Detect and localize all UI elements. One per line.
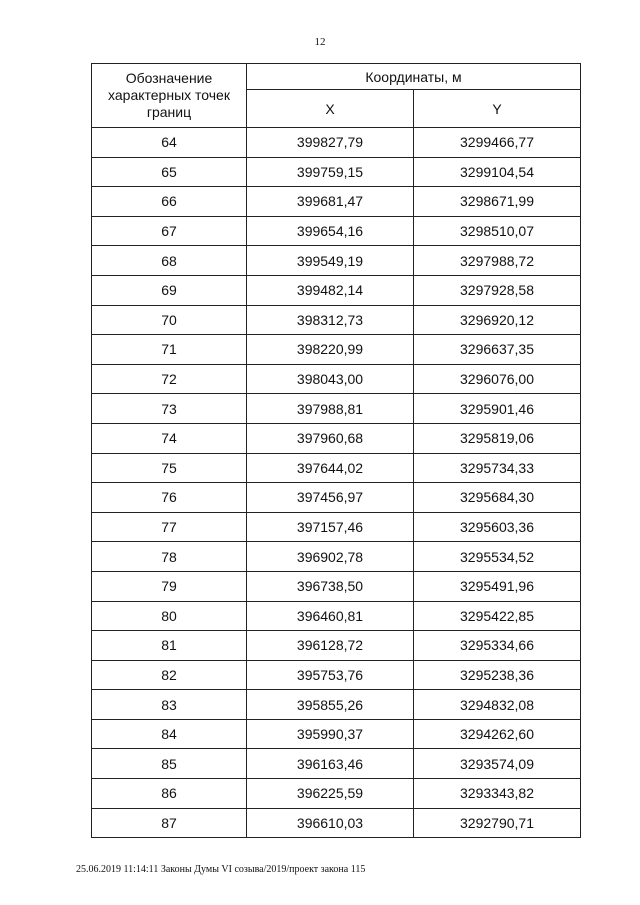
x-coordinate-cell: 398312,73 bbox=[247, 305, 414, 335]
table-row bbox=[92, 423, 581, 453]
table-row bbox=[92, 157, 581, 187]
table-row bbox=[92, 512, 581, 542]
table-row bbox=[92, 216, 581, 246]
point-cell: 86 bbox=[92, 779, 247, 809]
x-coordinate-cell: 399681,47 bbox=[247, 187, 414, 217]
point-cell: 75 bbox=[92, 453, 247, 483]
y-coordinate-cell: 3295684,30 bbox=[414, 483, 581, 513]
y-coordinate-cell: 3295734,33 bbox=[414, 453, 581, 483]
point-cell: 79 bbox=[92, 571, 247, 601]
x-coordinate-cell: 396225,59 bbox=[247, 779, 414, 809]
y-coordinate-cell: 3292790,71 bbox=[414, 808, 581, 838]
y-coordinate-cell: 3294832,08 bbox=[414, 690, 581, 720]
y-coordinate-cell: 3295334,66 bbox=[414, 631, 581, 661]
table-row bbox=[92, 779, 581, 809]
point-cell: 78 bbox=[92, 542, 247, 572]
y-coordinate-cell: 3297988,72 bbox=[414, 246, 581, 276]
x-coordinate-cell: 397644,02 bbox=[247, 453, 414, 483]
y-coordinate-cell: 3298671,99 bbox=[414, 187, 581, 217]
x-coordinate-cell: 399482,14 bbox=[247, 275, 414, 305]
table-row bbox=[92, 187, 581, 217]
x-coordinate-cell: 397960,68 bbox=[247, 423, 414, 453]
x-coordinate-cell: 395855,26 bbox=[247, 690, 414, 720]
table-row bbox=[92, 483, 581, 513]
table-row bbox=[92, 749, 581, 779]
table-row bbox=[92, 808, 581, 838]
point-cell: 81 bbox=[92, 631, 247, 661]
x-coordinate-cell: 397456,97 bbox=[247, 483, 414, 513]
point-designation-header: Обозначение характерных точек границ bbox=[92, 64, 247, 128]
y-coordinate-cell: 3296920,12 bbox=[414, 305, 581, 335]
table-row bbox=[92, 394, 581, 424]
document-footer: 25.06.2019 11:14:11 Законы Думы VI созыва/2019/проект закона 115 bbox=[76, 864, 366, 875]
x-coordinate-cell: 396128,72 bbox=[247, 631, 414, 661]
x-coordinate-cell: 399549,19 bbox=[247, 246, 414, 276]
table-row bbox=[92, 128, 581, 158]
x-coordinate-cell: 398043,00 bbox=[247, 364, 414, 394]
table-row bbox=[92, 719, 581, 749]
y-coordinate-cell: 3295491,96 bbox=[414, 571, 581, 601]
table-row bbox=[92, 453, 581, 483]
point-cell: 64 bbox=[92, 128, 247, 158]
y-coordinate-cell: 3295901,46 bbox=[414, 394, 581, 424]
table-row bbox=[92, 246, 581, 276]
x-coordinate-cell: 399827,79 bbox=[247, 128, 414, 158]
table-row bbox=[92, 571, 581, 601]
point-cell: 70 bbox=[92, 305, 247, 335]
point-cell: 68 bbox=[92, 246, 247, 276]
x-coordinate-cell: 396738,50 bbox=[247, 571, 414, 601]
point-cell: 74 bbox=[92, 423, 247, 453]
table-row bbox=[92, 601, 581, 631]
y-coordinate-cell: 3295534,52 bbox=[414, 542, 581, 572]
table-row bbox=[92, 275, 581, 305]
y-coordinate-cell: 3293574,09 bbox=[414, 749, 581, 779]
point-cell: 73 bbox=[92, 394, 247, 424]
table-row bbox=[92, 542, 581, 572]
y-coordinate-cell: 3295819,06 bbox=[414, 423, 581, 453]
table-row bbox=[92, 690, 581, 720]
page-number: 12 bbox=[314, 36, 326, 48]
coordinates-header: Координаты, м bbox=[247, 64, 581, 90]
x-coordinate-cell: 395990,37 bbox=[247, 719, 414, 749]
x-coordinate-cell: 396610,03 bbox=[247, 808, 414, 838]
y-coordinate-cell: 3295238,36 bbox=[414, 660, 581, 690]
point-cell: 76 bbox=[92, 483, 247, 513]
y-coordinate-cell: 3299104,54 bbox=[414, 157, 581, 187]
point-cell: 84 bbox=[92, 719, 247, 749]
x-coordinate-cell: 399759,15 bbox=[247, 157, 414, 187]
y-coordinate-cell: 3298510,07 bbox=[414, 216, 581, 246]
y-coordinate-cell: 3295603,36 bbox=[414, 512, 581, 542]
point-cell: 72 bbox=[92, 364, 247, 394]
point-cell: 67 bbox=[92, 216, 247, 246]
x-coordinate-cell: 396902,78 bbox=[247, 542, 414, 572]
y-coordinate-cell: 3299466,77 bbox=[414, 128, 581, 158]
table-row bbox=[92, 364, 581, 394]
x-coordinate-cell: 397988,81 bbox=[247, 394, 414, 424]
point-cell: 83 bbox=[92, 690, 247, 720]
y-coordinate-cell: 3295422,85 bbox=[414, 601, 581, 631]
point-cell: 65 bbox=[92, 157, 247, 187]
table-row bbox=[92, 335, 581, 365]
point-cell: 71 bbox=[92, 335, 247, 365]
point-cell: 66 bbox=[92, 187, 247, 217]
y-coordinate-cell: 3294262,60 bbox=[414, 719, 581, 749]
y-coordinate-cell: 3296637,35 bbox=[414, 335, 581, 365]
table-body bbox=[92, 128, 581, 838]
x-column-header: X bbox=[247, 90, 414, 128]
point-cell: 85 bbox=[92, 749, 247, 779]
table-row bbox=[92, 305, 581, 335]
x-coordinate-cell: 395753,76 bbox=[247, 660, 414, 690]
point-cell: 77 bbox=[92, 512, 247, 542]
x-coordinate-cell: 398220,99 bbox=[247, 335, 414, 365]
x-coordinate-cell: 399654,16 bbox=[247, 216, 414, 246]
x-coordinate-cell: 396163,46 bbox=[247, 749, 414, 779]
table-row bbox=[92, 660, 581, 690]
y-coordinate-cell: 3297928,58 bbox=[414, 275, 581, 305]
y-coordinate-cell: 3293343,82 bbox=[414, 779, 581, 809]
point-cell: 80 bbox=[92, 601, 247, 631]
table-row bbox=[92, 631, 581, 661]
coordinates-table bbox=[91, 63, 581, 838]
y-coordinate-cell: 3296076,00 bbox=[414, 364, 581, 394]
point-cell: 69 bbox=[92, 275, 247, 305]
y-column-header: Y bbox=[414, 90, 581, 128]
point-cell: 82 bbox=[92, 660, 247, 690]
x-coordinate-cell: 396460,81 bbox=[247, 601, 414, 631]
point-cell: 87 bbox=[92, 808, 247, 838]
x-coordinate-cell: 397157,46 bbox=[247, 512, 414, 542]
